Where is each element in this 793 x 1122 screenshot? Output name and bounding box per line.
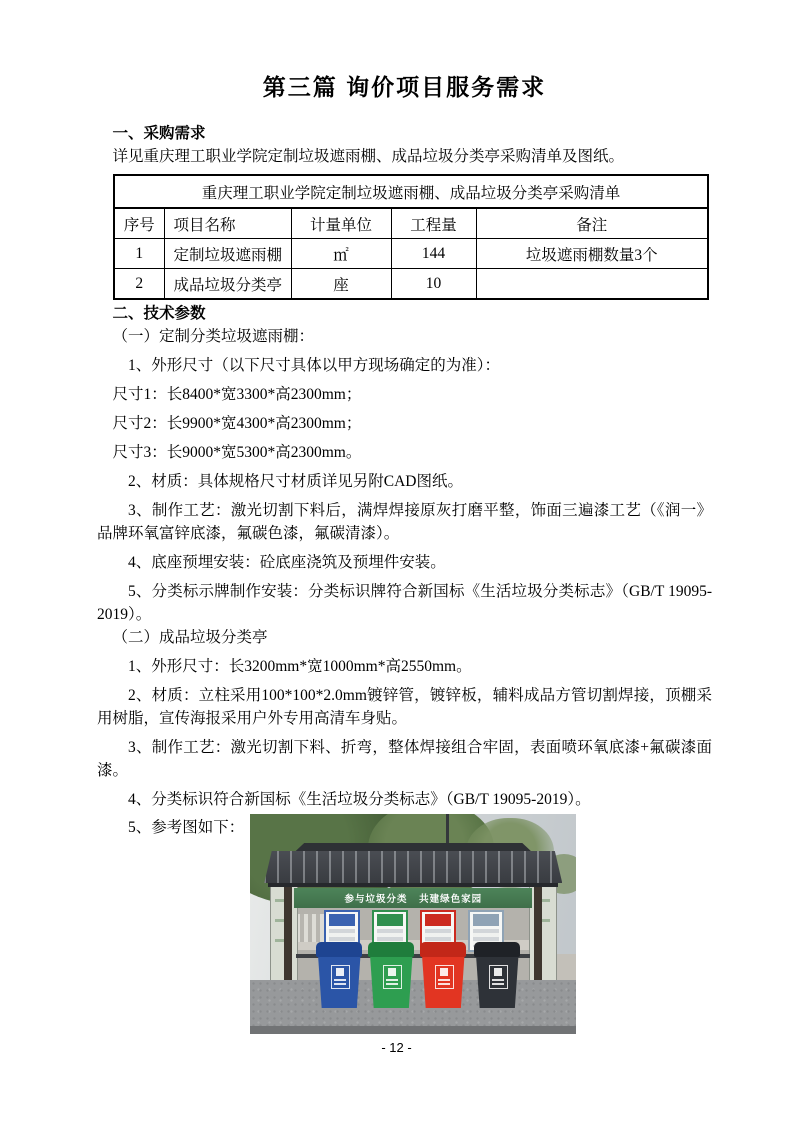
bin-lid xyxy=(368,942,414,957)
bin-label-text-line xyxy=(492,979,504,981)
reference-figure-row xyxy=(97,816,712,1034)
bin-label-icon xyxy=(336,968,344,976)
table-header-row xyxy=(114,208,708,239)
bin-label-text-line xyxy=(386,979,398,981)
col-header-item-name: 项目名称 xyxy=(164,208,291,239)
pavilion-item-material: 2、材质：立柱采用100*100*2.0mm镀锌管，镀锌板，辅料成品方管切割焊接，顶棚采用树脂，宣传海报采用户外专用高清车身贴。 xyxy=(97,687,712,727)
bin-label-text-line xyxy=(334,983,346,985)
col-header-remark: 备注 xyxy=(476,208,708,239)
cell-quantity: 144 xyxy=(391,239,476,269)
table-row xyxy=(114,239,708,269)
bin-label-icon xyxy=(440,968,448,976)
cell-remark: 垃圾遮雨棚数量3个 xyxy=(476,239,708,269)
shelter-item-dimensions: 1、外形尺寸（以下尺寸具体以甲方现场确定的为准）： xyxy=(128,357,501,374)
pavilion-item-dimensions: 1、外形尺寸：长3200mm*宽1000mm*高2550mm。 xyxy=(128,658,472,675)
cell-quantity: 10 xyxy=(391,269,476,300)
figure-label: 5、参考图如下： xyxy=(128,819,245,836)
other-waste-icon xyxy=(473,914,499,926)
table-title-row xyxy=(114,175,708,208)
bin-body xyxy=(369,957,413,1008)
bin-label-icon xyxy=(494,968,502,976)
table-title: 重庆理工职业学院定制垃圾遮雨棚、成品垃圾分类亭采购清单 xyxy=(114,175,708,208)
bin-label-text-line xyxy=(438,979,450,981)
cell-remark xyxy=(476,269,708,300)
banner-text: 参与垃圾分类 共建绿色家园 xyxy=(344,894,483,905)
table-row xyxy=(114,269,708,300)
page-title: 第三篇 询价项目服务需求 xyxy=(262,74,547,100)
procurement-table xyxy=(113,174,709,300)
bin-label xyxy=(331,965,350,989)
recyclable-icon xyxy=(329,914,355,926)
cell-unit: ㎡ xyxy=(291,239,391,269)
col-header-unit: 计量单位 xyxy=(291,208,391,239)
reference-photo xyxy=(250,814,576,1034)
shelter-item-craft: 3、制作工艺：激光切割下料后，满焊焊接原灰打磨平整，饰面三遍漆工艺（《润一》品牌环氧富锌底漆，氟碳色漆，氟碳清漆）。 xyxy=(97,502,712,542)
bin-lid xyxy=(420,942,466,957)
shelter-item-signage: 5、分类标示牌制作安装：分类标识牌符合新国标《生活垃圾分类标志》（GB/T 19095-2019）。 xyxy=(97,583,712,623)
kitchen-waste-icon xyxy=(377,914,403,926)
cell-index: 1 xyxy=(114,239,164,269)
cell-item-name: 定制垃圾遮雨棚 xyxy=(164,239,291,269)
bin-label-text-line xyxy=(438,983,450,985)
pavilion-item-standard: 4、分类标识符合新国标《生活垃圾分类标志》（GB/T 19095-2019）。 xyxy=(128,791,591,808)
slogan-banner xyxy=(294,888,532,908)
bin-kitchen-waste xyxy=(368,942,414,1008)
bin-body xyxy=(421,957,465,1008)
bin-label-text-line xyxy=(334,979,346,981)
procurement-intro: 详见重庆理工职业学院定制垃圾遮雨棚、成品垃圾分类亭采购清单及图纸。 xyxy=(112,148,625,165)
shelter-roof xyxy=(264,851,562,883)
bin-hazardous xyxy=(420,942,466,1008)
pavilion-item-craft: 3、制作工艺：激光切割下料、折弯，整体焊接组合牢固，表面喷环氧底漆+氟碳漆面漆。 xyxy=(97,739,712,779)
cell-item-name: 成品垃圾分类亭 xyxy=(164,269,291,300)
bin-lid xyxy=(474,942,520,957)
shelter-item-material: 2、材质：具体规格尺寸材质详见另附CAD图纸。 xyxy=(128,473,463,490)
bin-label xyxy=(435,965,454,989)
section-heading-procurement: 一、采购需求 xyxy=(112,125,206,142)
subsection-heading-pavilion: （二）成品垃圾分类亭 xyxy=(112,629,268,646)
bin-body xyxy=(317,957,361,1008)
hazardous-icon xyxy=(425,914,451,926)
bin-other-waste xyxy=(474,942,520,1008)
shelter-size-1: 尺寸1：长8400*宽3300*高2300mm； xyxy=(112,386,362,403)
cell-unit: 座 xyxy=(291,269,391,300)
bin-label-text-line xyxy=(386,983,398,985)
shelter-item-base: 4、底座预埋安装：砼底座浇筑及预埋件安装。 xyxy=(128,554,446,571)
bin-lid xyxy=(316,942,362,957)
bin-body xyxy=(475,957,519,1008)
page-number: - 12 - xyxy=(381,1040,412,1055)
bin-label xyxy=(383,965,402,989)
bin-label-icon xyxy=(388,968,396,976)
col-header-quantity: 工程量 xyxy=(391,208,476,239)
roof-eave-shadow xyxy=(268,883,558,887)
subsection-heading-shelter: （一）定制分类垃圾遮雨棚： xyxy=(112,328,315,345)
shelter-size-3: 尺寸3：长9000*宽5300*高2300mm。 xyxy=(112,444,362,461)
cell-index: 2 xyxy=(114,269,164,300)
col-header-index: 序号 xyxy=(114,208,164,239)
bin-label xyxy=(489,965,508,989)
section-heading-technical: 二、技术参数 xyxy=(112,305,206,322)
bin-recyclable xyxy=(316,942,362,1008)
roof-slats xyxy=(264,851,562,883)
bin-label-text-line xyxy=(492,983,504,985)
road-edge xyxy=(250,1026,576,1034)
shelter-size-2: 尺寸2：长9900*宽4300*高2300mm； xyxy=(112,415,362,432)
